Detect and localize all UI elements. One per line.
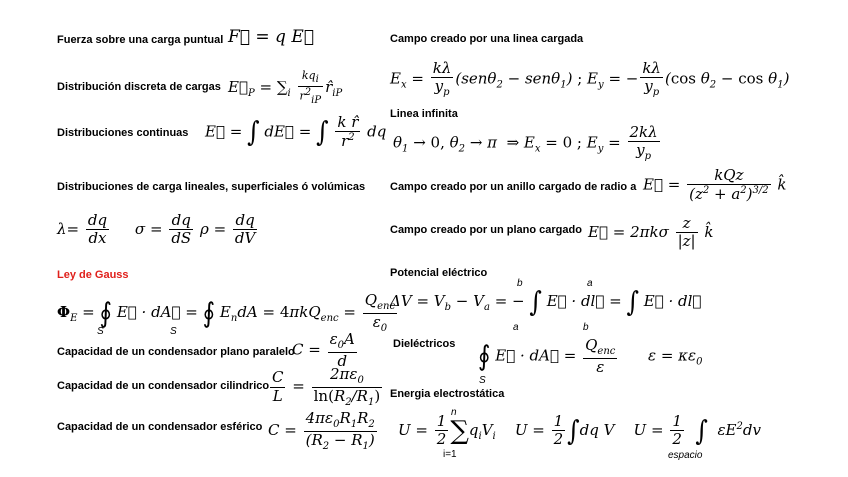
coulomb-label: Fuerza sobre una carga puntual [57, 34, 224, 46]
energy-equation: U = $\frac{1}{2}$ $\sum q_iV_i$ U = $\frac{1}{2}$ ∫dq V U = $\frac{1}{2}$ ∫ $\varepsilon E^2dv$ [398, 412, 761, 449]
discrete-equation: $E⃗_P = \sum_i$ $\frac{kq_i}{r^2_{iP}}$ $r̂_{iP}$ [228, 69, 343, 106]
potential-upper-a: a [587, 278, 593, 289]
cylinder-capacitor-label: Capacidad de un condensador cilindrico [57, 380, 270, 392]
distributions-label: Distribuciones de carga lineales, superficiales ó volúmicas [57, 181, 366, 193]
infinite-line-equation: $\theta_1 \to 0$, $\theta_2 \to \pi$ ⇒ $E_x = 0$ ; $E_y$ = $\frac{2k\lambda}{y_p}$ [393, 123, 658, 163]
coulomb-equation: F⃗ = q E⃗ [228, 27, 314, 47]
plane-cap-equation: C = $\frac{\varepsilon_0A}{d}$ [292, 330, 355, 370]
dielectric-label: Dieléctricos [393, 338, 456, 350]
potential-label: Potencial eléctrico [390, 267, 488, 279]
ring-equation: E⃗ = $\frac{\text{kQz}}{(z^2 + a^2)^{3/2}}$ k̂ [643, 166, 787, 204]
plane-equation: E⃗ = 2πkσ $\frac{z}{|z|}$ k̂ [588, 214, 714, 251]
potential-upper-b: b [517, 278, 523, 289]
continuous-label: Distribuciones continuas [57, 127, 189, 139]
energy-label: Energia electrostática [390, 388, 505, 400]
plane-capacitor-label: Capacidad de un condensador plano paralelo [57, 346, 295, 358]
gauss-surface-sub-2: S [170, 326, 177, 337]
gauss-heading: Ley de Gauss [57, 269, 129, 281]
infinite-line-label: Linea infinita [390, 108, 458, 120]
sum-lower-i1: i=1 [443, 449, 457, 460]
discrete-label: Distribución discreta de cargas [57, 81, 221, 93]
dielectric-equation: ∮ E⃗ · dA⃗ = $\frac{Q_{enc}}{\varepsilon}$ $\varepsilon = \kappa\varepsilon_0$ [478, 336, 703, 376]
potential-lower-a: a [513, 322, 519, 333]
sphere-capacitor-label: Capacidad de un condensador esférico [57, 421, 263, 433]
energy-integral-sub: espacio [668, 450, 703, 461]
ring-label: Campo creado por un anillo cargado de radio a [390, 181, 637, 193]
plane-label: Campo creado por un plano cargado [390, 224, 582, 236]
line-charge-label: Campo creado por una linea cargada [390, 33, 584, 45]
dielectric-surface-sub: S [479, 375, 486, 386]
sum-upper-n: n [451, 407, 457, 418]
continuous-equation: E⃗ = ∫ dE⃗ = ∫ $\frac{\text{k r̂}}{r^2}$ dq [205, 113, 387, 151]
sph-cap-equation: C = $\frac{4\pi\varepsilon_0R_1R_2}{(R_2 - R_1)}$ [268, 409, 375, 452]
gauss-equation: $\Phi_E$ = ∮ E⃗ · dA⃗ = ∮ $E_ndA = 4\pi kQ_{enc}$ = $\frac{Q_{enc}}{\varepsilon_0}$ [57, 291, 396, 334]
line-field-equation: $E_x$ = $\frac{k\lambda}{y_p}$ (senθ$_2$ − senθ$_1$) ; $E_y$ = − $\frac{k\lambda}{y_p}$ (cos $\theta_2 - \cos \theta_1$) [390, 59, 790, 99]
potential-lower-b: b [583, 322, 589, 333]
cyl-cap-equation: $\frac{C}{L}$ = $\frac{2\pi\varepsilon_0}{\ln(R_2/R_1)}$ [272, 365, 381, 408]
gauss-surface-sub-1: S [97, 326, 104, 337]
densities-equation: λ= $\frac{dq}{dx}$ σ = $\frac{dq}{dS}$ ρ = $\frac{dq}{dV}$ [57, 211, 256, 248]
potential-equation: $\Delta V = V_b - V_a$ = − ∫ E⃗ · dl⃗ = ∫ E⃗ · dl⃗ [390, 285, 702, 319]
